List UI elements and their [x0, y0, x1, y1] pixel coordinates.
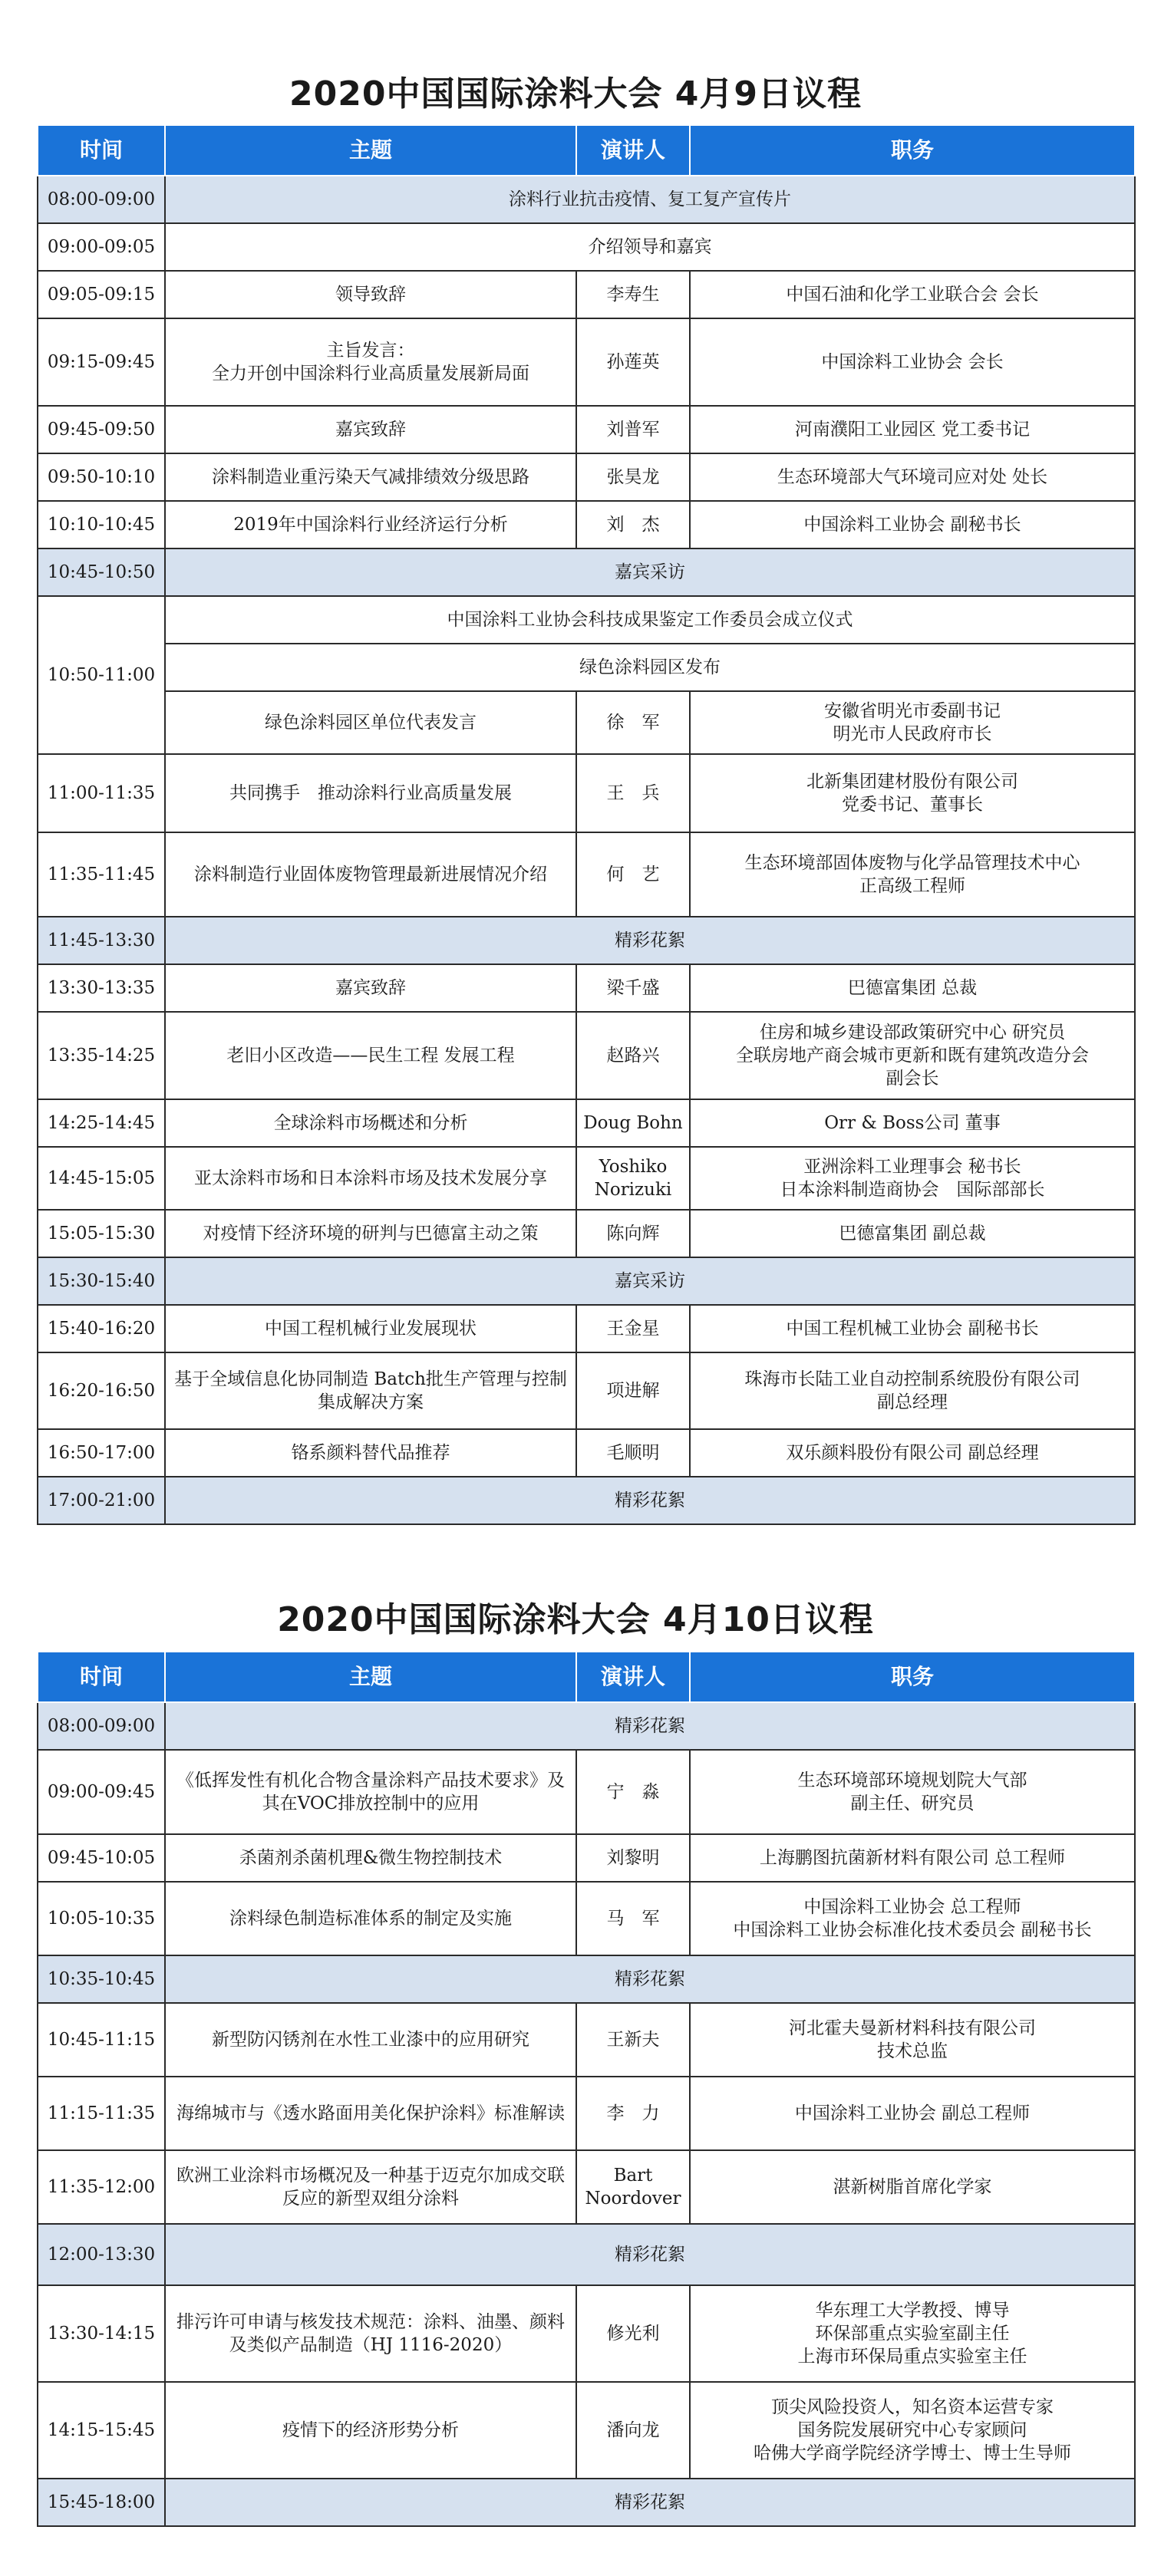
day1-agenda-table [37, 124, 1136, 1525]
table-row [38, 406, 1135, 453]
row-topic: 新型防闪锈剂在水性工业漆中的应用研究 [165, 2003, 576, 2077]
row-speaker: 宁 淼 [576, 1750, 690, 1834]
row-speaker: 马 军 [576, 1882, 690, 1955]
row-position: 巴德富集团 总裁 [690, 964, 1135, 1012]
row-speaker: 梁千盛 [576, 964, 690, 1012]
row-topic: 领导致辞 [165, 271, 576, 318]
row-topic: 涂料制造业重污染天气减排绩效分级思路 [165, 453, 576, 501]
row-position: 华东理工大学教授、博导 环保部重点实验室副主任 上海市环保局重点实验室主任 [690, 2285, 1135, 2382]
row-merged: 涂料行业抗击疫情、复工复产宣传片 [165, 176, 1135, 223]
row-time: 10:45-11:15 [38, 2003, 165, 2077]
row-speaker: 刘 杰 [576, 501, 690, 548]
row-time: 08:00-09:00 [38, 176, 165, 223]
row-time: 11:35-11:45 [38, 832, 165, 917]
row-time: 14:25-14:45 [38, 1099, 165, 1147]
row-speaker: Bart Noordover [576, 2150, 690, 2224]
table-row [38, 223, 1135, 271]
row-speaker: 陈向辉 [576, 1210, 690, 1257]
row-speaker: 王 兵 [576, 754, 690, 832]
row-topic: 涂料绿色制造标准体系的制定及实施 [165, 1882, 576, 1955]
row-merged: 精彩花絮 [165, 2479, 1135, 2526]
row-speaker: 刘普军 [576, 406, 690, 453]
row-position: Orr & Boss公司 董事 [690, 1099, 1135, 1147]
row-position: 中国石油和化学工业联合会 会长 [690, 271, 1135, 318]
row-time: 12:00-13:30 [38, 2224, 165, 2285]
row-time: 11:45-13:30 [38, 917, 165, 964]
row-time: 11:00-11:35 [38, 754, 165, 832]
day1-title: 2020中国国际涂料大会 4月9日议程 [289, 74, 862, 114]
row-time: 14:15-15:45 [38, 2382, 165, 2479]
row-speaker: 项进解 [576, 1352, 690, 1429]
row-topic: 杀菌剂杀菌机理&微生物控制技术 [165, 1834, 576, 1882]
row-time: 14:45-15:05 [38, 1147, 165, 1210]
table-row [38, 1257, 1135, 1305]
row-time: 10:05-10:35 [38, 1882, 165, 1955]
row-topic: 嘉宾致辞 [165, 964, 576, 1012]
row-time: 10:50-11:00 [38, 596, 165, 754]
row-position: 住房和城乡建设部政策研究中心 研究员 全联房地产商会城市更新和既有建筑改造分会 副会长 [690, 1012, 1135, 1099]
row-speaker: 孙莲英 [576, 318, 690, 406]
row-topic: 《低挥发性有机化合物含量涂料产品技术要求》及其在VOC排放控制中的应用 [165, 1750, 576, 1834]
table-row [38, 596, 1135, 644]
row-position: 中国涂料工业协会 副总工程师 [690, 2077, 1135, 2150]
row-speaker: 徐 军 [576, 691, 690, 754]
row-time: 13:30-14:15 [38, 2285, 165, 2382]
row-topic: 共同携手 推动涂料行业高质量发展 [165, 754, 576, 832]
row-merged: 嘉宾采访 [165, 548, 1135, 596]
row-position: 生态环境部环境规划院大气部 副主任、研究员 [690, 1750, 1135, 1834]
row-time: 08:00-09:00 [38, 1702, 165, 1750]
row-time: 16:20-16:50 [38, 1352, 165, 1429]
row-time: 09:50-10:10 [38, 453, 165, 501]
table-row [38, 2479, 1135, 2526]
row-position: 北新集团建材股份有限公司 党委书记、董事长 [690, 754, 1135, 832]
table-row [38, 1882, 1135, 1955]
table-row [38, 2077, 1135, 2150]
row-topic: 排污许可申请与核发技术规范：涂料、油墨、颜料及类似产品制造（HJ 1116-2020） [165, 2285, 576, 2382]
table-row [38, 832, 1135, 917]
row-speaker: 毛顺明 [576, 1429, 690, 1477]
row-speaker: 张昊龙 [576, 453, 690, 501]
row-speaker: 修光利 [576, 2285, 690, 2382]
table-row [38, 1147, 1135, 1210]
row-topic: 基于全域信息化协同制造 Batch批生产管理与控制集成解决方案 [165, 1352, 576, 1429]
table-row [38, 2150, 1135, 2224]
table-header-row [38, 1652, 1135, 1702]
row-time: 17:00-21:00 [38, 1477, 165, 1524]
row-merged: 精彩花絮 [165, 1955, 1135, 2003]
table-row [38, 2285, 1135, 2382]
row-topic: 海绵城市与《透水路面用美化保护涂料》标准解读 [165, 2077, 576, 2150]
row-position: 湛新树脂首席化学家 [690, 2150, 1135, 2224]
table-row [38, 318, 1135, 406]
row-position: 顶尖风险投资人，知名资本运营专家 国务院发展研究中心专家顾问 哈佛大学商学院经济学博士、博士生导师 [690, 2382, 1135, 2479]
table-row [38, 1955, 1135, 2003]
table-row [38, 1210, 1135, 1257]
header-time: 时间 [38, 1652, 165, 1702]
row-time: 09:00-09:05 [38, 223, 165, 271]
table-row [38, 2382, 1135, 2479]
row-time: 09:45-10:05 [38, 1834, 165, 1882]
row-merged: 精彩花絮 [165, 2224, 1135, 2285]
table-row [38, 1305, 1135, 1352]
row-time: 09:05-09:15 [38, 271, 165, 318]
table-row [38, 1750, 1135, 1834]
row-time: 11:35-12:00 [38, 2150, 165, 2224]
row-topic: 主旨发言： 全力开创中国涂料行业高质量发展新局面 [165, 318, 576, 406]
table-row [38, 501, 1135, 548]
row-time: 09:45-09:50 [38, 406, 165, 453]
row-topic: 中国工程机械行业发展现状 [165, 1305, 576, 1352]
table-row [38, 1477, 1135, 1524]
row-time: 10:45-10:50 [38, 548, 165, 596]
table-row [38, 964, 1135, 1012]
row-merged: 精彩花絮 [165, 1702, 1135, 1750]
row-merged: 嘉宾采访 [165, 1257, 1135, 1305]
row-time: 15:45-18:00 [38, 2479, 165, 2526]
row-time: 13:35-14:25 [38, 1012, 165, 1099]
table-row [38, 2224, 1135, 2285]
table-row [38, 453, 1135, 501]
table-row [38, 1099, 1135, 1147]
row-topic: 铬系颜料替代品推荐 [165, 1429, 576, 1477]
row-time: 16:50-17:00 [38, 1429, 165, 1477]
table-header-row [38, 125, 1135, 176]
row-speaker: 王新夫 [576, 2003, 690, 2077]
row-topic: 全球涂料市场概述和分析 [165, 1099, 576, 1147]
row-position: 生态环境部大气环境司应对处 处长 [690, 453, 1135, 501]
row-speaker: 潘向龙 [576, 2382, 690, 2479]
row-time: 15:05-15:30 [38, 1210, 165, 1257]
table-row [38, 1012, 1135, 1099]
table-row [38, 691, 1135, 754]
header-position: 职务 [690, 1652, 1135, 1702]
row-position: 珠海市长陆工业自动控制系统股份有限公司 副总经理 [690, 1352, 1135, 1429]
row-merged: 精彩花絮 [165, 1477, 1135, 1524]
row-speaker: 李 力 [576, 2077, 690, 2150]
row-time: 13:30-13:35 [38, 964, 165, 1012]
row-topic: 对疫情下经济环境的研判与巴德富主动之策 [165, 1210, 576, 1257]
row-position: 安徽省明光市委副书记 明光市人民政府市长 [690, 691, 1135, 754]
row-speaker: 赵路兴 [576, 1012, 690, 1099]
row-time: 09:15-09:45 [38, 318, 165, 406]
row-position: 双乐颜料股份有限公司 副总经理 [690, 1429, 1135, 1477]
row-topic: 老旧小区改造——民生工程 发展工程 [165, 1012, 576, 1099]
row-topic: 涂料制造行业固体废物管理最新进展情况介绍 [165, 832, 576, 917]
header-speaker: 演讲人 [576, 125, 690, 176]
row-time: 15:40-16:20 [38, 1305, 165, 1352]
row-position: 中国工程机械工业协会 副秘书长 [690, 1305, 1135, 1352]
table-row [38, 1429, 1135, 1477]
row-time: 10:10-10:45 [38, 501, 165, 548]
row-topic: 亚太涂料市场和日本涂料市场及技术发展分享 [165, 1147, 576, 1210]
row-speaker: 刘黎明 [576, 1834, 690, 1882]
row-topic: 2019年中国涂料行业经济运行分析 [165, 501, 576, 548]
row-topic: 嘉宾致辞 [165, 406, 576, 453]
row-merged: 绿色涂料园区发布 [165, 644, 1135, 691]
table-row [38, 917, 1135, 964]
table-row [38, 548, 1135, 596]
row-topic: 欧洲工业涂料市场概况及一种基于迈克尔加成交联反应的新型双组分涂料 [165, 2150, 576, 2224]
table-row [38, 176, 1135, 223]
row-merged: 精彩花絮 [165, 917, 1135, 964]
row-position: 亚洲涂料工业理事会 秘书长 日本涂料制造商协会 国际部部长 [690, 1147, 1135, 1210]
row-position: 上海鹏图抗菌新材料有限公司 总工程师 [690, 1834, 1135, 1882]
row-position: 河南濮阳工业园区 党工委书记 [690, 406, 1135, 453]
row-topic: 绿色涂料园区单位代表发言 [165, 691, 576, 754]
table-row [38, 1702, 1135, 1750]
day2-agenda-table [37, 1651, 1136, 2527]
row-position: 中国涂料工业协会 总工程师 中国涂料工业协会标准化技术委员会 副秘书长 [690, 1882, 1135, 1955]
row-topic: 疫情下的经济形势分析 [165, 2382, 576, 2479]
row-position: 生态环境部固体废物与化学品管理技术中心 正高级工程师 [690, 832, 1135, 917]
header-topic: 主题 [165, 1652, 576, 1702]
day2-title: 2020中国国际涂料大会 4月10日议程 [277, 1600, 874, 1639]
row-speaker: 何 艺 [576, 832, 690, 917]
header-speaker: 演讲人 [576, 1652, 690, 1702]
row-speaker: Yoshiko Norizuki [576, 1147, 690, 1210]
header-time: 时间 [38, 125, 165, 176]
row-speaker: 李寿生 [576, 271, 690, 318]
row-speaker: Doug Bohn [576, 1099, 690, 1147]
row-position: 巴德富集团 副总裁 [690, 1210, 1135, 1257]
row-time: 15:30-15:40 [38, 1257, 165, 1305]
header-topic: 主题 [165, 125, 576, 176]
row-merged: 介绍领导和嘉宾 [165, 223, 1135, 271]
header-position: 职务 [690, 125, 1135, 176]
row-merged: 中国涂料工业协会科技成果鉴定工作委员会成立仪式 [165, 596, 1135, 644]
row-time: 10:35-10:45 [38, 1955, 165, 2003]
table-row [38, 271, 1135, 318]
row-speaker: 王金星 [576, 1305, 690, 1352]
table-row [38, 644, 1135, 691]
table-row [38, 2003, 1135, 2077]
table-row [38, 1834, 1135, 1882]
row-position: 中国涂料工业协会 会长 [690, 318, 1135, 406]
row-position: 中国涂料工业协会 副秘书长 [690, 501, 1135, 548]
table-row [38, 1352, 1135, 1429]
row-time: 09:00-09:45 [38, 1750, 165, 1834]
row-time: 11:15-11:35 [38, 2077, 165, 2150]
table-row [38, 754, 1135, 832]
row-position: 河北霍夫曼新材料科技有限公司 技术总监 [690, 2003, 1135, 2077]
